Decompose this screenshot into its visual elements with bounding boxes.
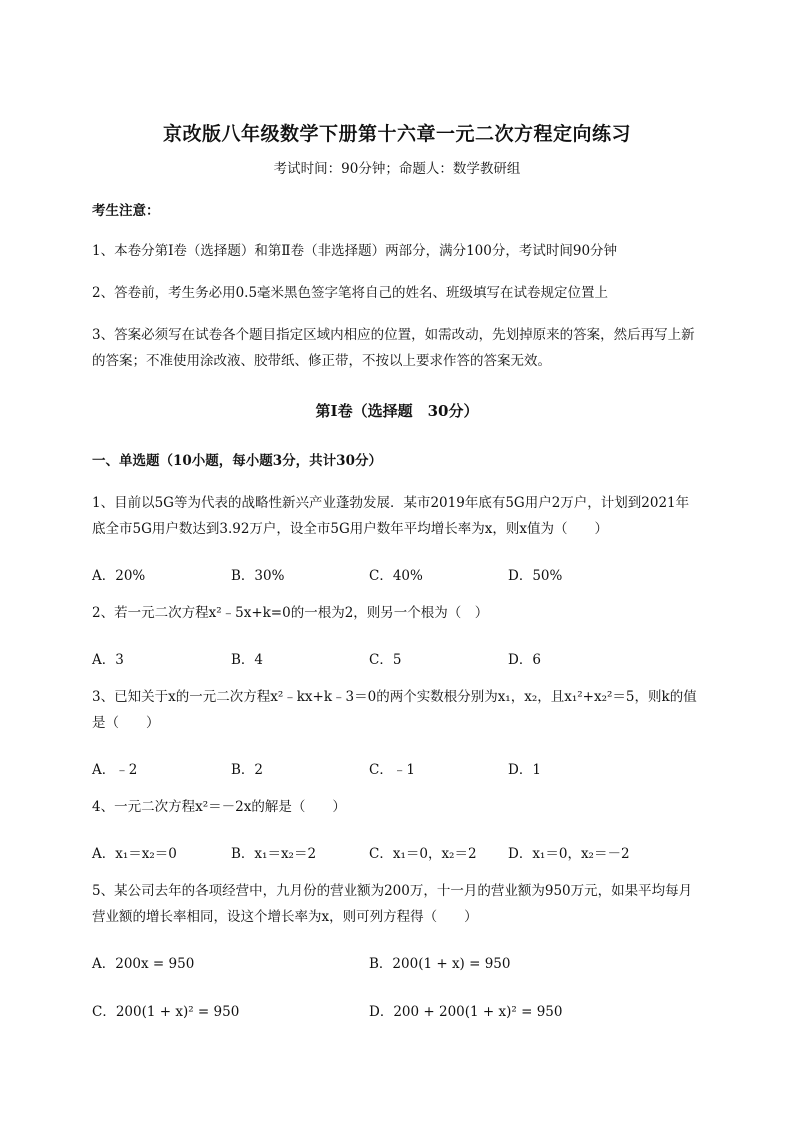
question-1-option-b[interactable]: B．30%: [231, 568, 285, 584]
question-5-option-d[interactable]: D．200 + 200(1 + x)² = 950: [369, 1004, 563, 1020]
question-5-options-row-1: [92, 952, 702, 974]
question-2-option-c[interactable]: C．5: [369, 652, 402, 668]
notice-heading: 考生注意：: [92, 203, 160, 219]
question-4-stem: 4、一元二次方程x²＝－2x的解是（ ）: [92, 799, 346, 815]
question-5-options-row-2: [92, 1000, 702, 1022]
question-3-stem: 3、已知关于x的一元二次方程x²﹣kx+k﹣3＝0的两个实数根分别为x₁，x₂，且x₁²+x₂²＝5，则k的值是（ ）: [92, 689, 697, 731]
question-4-options: [92, 842, 702, 864]
question-2-option-a[interactable]: A．3: [92, 652, 124, 668]
notice-item-2: 2、答卷前，考生务必用0.5毫米黑色签字笔将自己的姓名、班级填写在试卷规定位置上: [92, 285, 609, 301]
question-1-option-c[interactable]: C．40%: [369, 568, 423, 584]
question-1-option-d[interactable]: D．50%: [508, 568, 563, 584]
question-1-stem: 1、目前以5G等为代表的战略性新兴产业蓬勃发展．某市2019年底有5G用户2万户，计划到2021年底全市5G用户数达到3.92万户，设全市5G用户数年平均增长率为x，则x值为（ ）: [92, 495, 690, 537]
question-1-options: [92, 564, 702, 586]
question-4-option-b[interactable]: B．x₁＝x₂＝2: [231, 846, 317, 862]
question-3-option-c[interactable]: C．﹣1: [369, 762, 415, 778]
section-title: 第Ⅰ卷（选择题 30分）: [315, 402, 479, 420]
notice-item-3: 3、答案必须写在试卷各个题目指定区域内相应的位置，如需改动，先划掉原来的答案，然后再写上新的答案；不准使用涂改液、胶带纸、修正带，不按以上要求作答的答案无效。: [92, 327, 695, 369]
question-5-option-a[interactable]: A．200x = 950: [92, 956, 195, 972]
question-4-option-a[interactable]: A．x₁＝x₂＝0: [92, 846, 177, 862]
question-2-options: [92, 648, 702, 670]
part-title: 一、单选题（10小题，每小题3分，共计30分）: [92, 453, 382, 469]
question-3-options: [92, 758, 702, 780]
question-1-option-a[interactable]: A．20%: [92, 568, 146, 584]
question-2-stem: 2、若一元二次方程x²﹣5x+k=0的一根为2，则另一个根为（ ）: [92, 605, 489, 621]
question-2-option-d[interactable]: D．6: [508, 652, 541, 668]
question-5-stem: 5、某公司去年的各项经营中，九月份的营业额为200万，十一月的营业额为950万元，如果平均每月营业额的增长率相同，设这个增长率为x，则可列方程得（ ）: [92, 883, 693, 925]
question-3-option-d[interactable]: D．1: [508, 762, 541, 778]
notice-item-1: 1、本卷分第Ⅰ卷（选择题）和第Ⅱ卷（非选择题）两部分，满分100分，考试时间90分钟: [92, 243, 618, 259]
page-title: 京改版八年级数学下册第十六章一元二次方程定向练习: [162, 123, 631, 145]
question-5-option-c[interactable]: C．200(1 + x)² = 950: [92, 1004, 240, 1020]
question-3-option-b[interactable]: B．2: [231, 762, 264, 778]
question-4-option-c[interactable]: C．x₁＝0，x₂＝2: [369, 846, 477, 862]
question-2-option-b[interactable]: B．4: [231, 652, 264, 668]
exam-info: 考试时间：90分钟；命题人：数学教研组: [273, 161, 521, 177]
question-5-option-b[interactable]: B．200(1 + x) = 950: [369, 956, 511, 972]
question-4-option-d[interactable]: D．x₁＝0，x₂＝－2: [508, 846, 630, 862]
question-3-option-a[interactable]: A．﹣2: [92, 762, 138, 778]
